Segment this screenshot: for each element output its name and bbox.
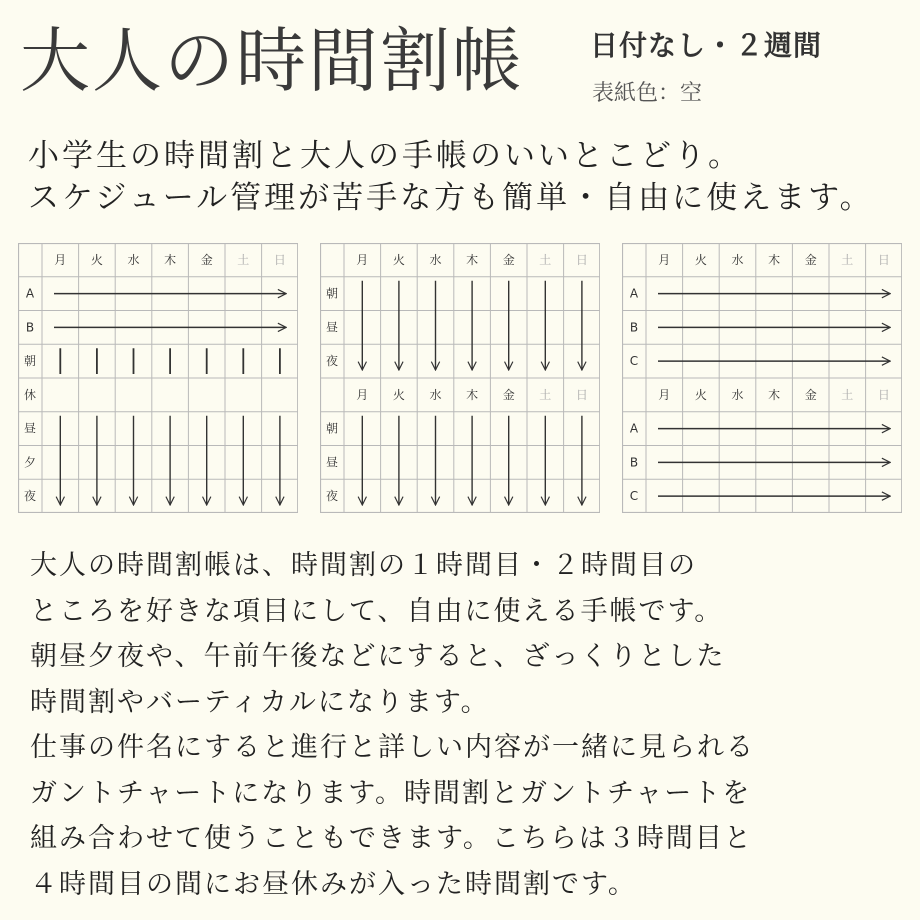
- day-label: 水: [731, 387, 744, 402]
- row-label: B: [629, 320, 639, 335]
- day-label: 月: [356, 252, 369, 267]
- timetable-diagram-vertical: [320, 243, 600, 513]
- product-subtitle: 日付なし・２週間: [590, 29, 823, 62]
- row-label: 夕: [23, 455, 37, 470]
- row-label: 朝: [23, 354, 37, 369]
- day-label: 火: [694, 387, 707, 402]
- day-label: 土: [237, 252, 250, 267]
- day-label: 火: [694, 252, 707, 267]
- row-label: 朝: [325, 286, 339, 301]
- row-label: A: [629, 286, 639, 301]
- row-label: 昼: [325, 455, 339, 470]
- description-line: 朝昼夕夜や、午前午後などにすると、ざっくりとした: [30, 641, 726, 672]
- row-label: B: [25, 320, 35, 335]
- day-label: 月: [658, 387, 671, 402]
- description-line: ところを好きな項目にして、自由に使える手帳です。: [30, 595, 724, 627]
- row-label: C: [629, 354, 639, 369]
- row-label: 昼: [23, 421, 37, 436]
- day-label: 金: [502, 252, 515, 267]
- description-block: [30, 543, 910, 907]
- row-label: A: [25, 286, 35, 301]
- day-label: 火: [90, 252, 103, 267]
- day-label: 日: [575, 387, 588, 402]
- day-label: 水: [429, 387, 442, 402]
- day-label: 木: [768, 387, 781, 402]
- row-label: 夜: [325, 489, 339, 504]
- day-label: 金: [804, 252, 817, 267]
- row-label: 朝: [325, 421, 339, 436]
- row-label: 夜: [325, 354, 339, 369]
- row-label: 昼: [325, 320, 339, 335]
- day-label: 月: [54, 252, 67, 267]
- day-label: 月: [356, 387, 369, 402]
- row-label: C: [629, 489, 639, 504]
- description-line: 組み合わせて使うこともできます。こちらは３時間目と: [30, 823, 753, 854]
- timetable-diagram-gantt: [622, 243, 902, 513]
- day-label: 木: [768, 252, 781, 267]
- row-label: B: [629, 455, 639, 470]
- day-label: 日: [273, 252, 286, 267]
- day-label: 火: [392, 387, 405, 402]
- day-label: 水: [429, 252, 442, 267]
- tagline-line-1: 小学生の時間割と大人の手帳のいいとこどり。: [28, 138, 742, 174]
- page-title: 大人の時間割帳: [20, 20, 524, 102]
- day-label: 木: [466, 387, 479, 402]
- day-label: 日: [575, 252, 588, 267]
- cover-color-label: 表紙色：空: [592, 81, 703, 106]
- day-label: 土: [841, 387, 854, 402]
- row-label: 夜: [23, 489, 37, 504]
- day-label: 月: [658, 252, 671, 267]
- description-line: ガントチャートになります。時間割とガントチャートを: [30, 777, 752, 809]
- description-line: 仕事の件名にすると進行と詳しい内容が一緒に見られる: [30, 732, 755, 763]
- day-label: 火: [392, 252, 405, 267]
- day-label: 金: [502, 387, 515, 402]
- description-line: 時間割やバーティカルになります。: [30, 686, 490, 718]
- day-label: 土: [841, 252, 854, 267]
- day-label: 木: [164, 252, 177, 267]
- description-line: 大人の時間割帳は、時間割の１時間目・２時間目の: [30, 550, 697, 581]
- row-label: A: [629, 421, 639, 436]
- description-line: ４時間目の間にお昼休みが入った時間割です。: [30, 868, 637, 900]
- row-label: 休: [23, 387, 37, 402]
- timetable-diagram-mixed: [18, 243, 298, 513]
- day-label: 金: [200, 252, 213, 267]
- day-label: 土: [539, 387, 552, 402]
- day-label: 水: [731, 252, 744, 267]
- day-label: 日: [877, 387, 890, 402]
- day-label: 土: [539, 252, 552, 267]
- day-label: 水: [127, 252, 140, 267]
- day-label: 木: [466, 252, 479, 267]
- day-label: 金: [804, 387, 817, 402]
- day-label: 日: [877, 252, 890, 267]
- tagline-line-2: スケジュール管理が苦手な方も簡単・自由に使えます。: [28, 180, 874, 216]
